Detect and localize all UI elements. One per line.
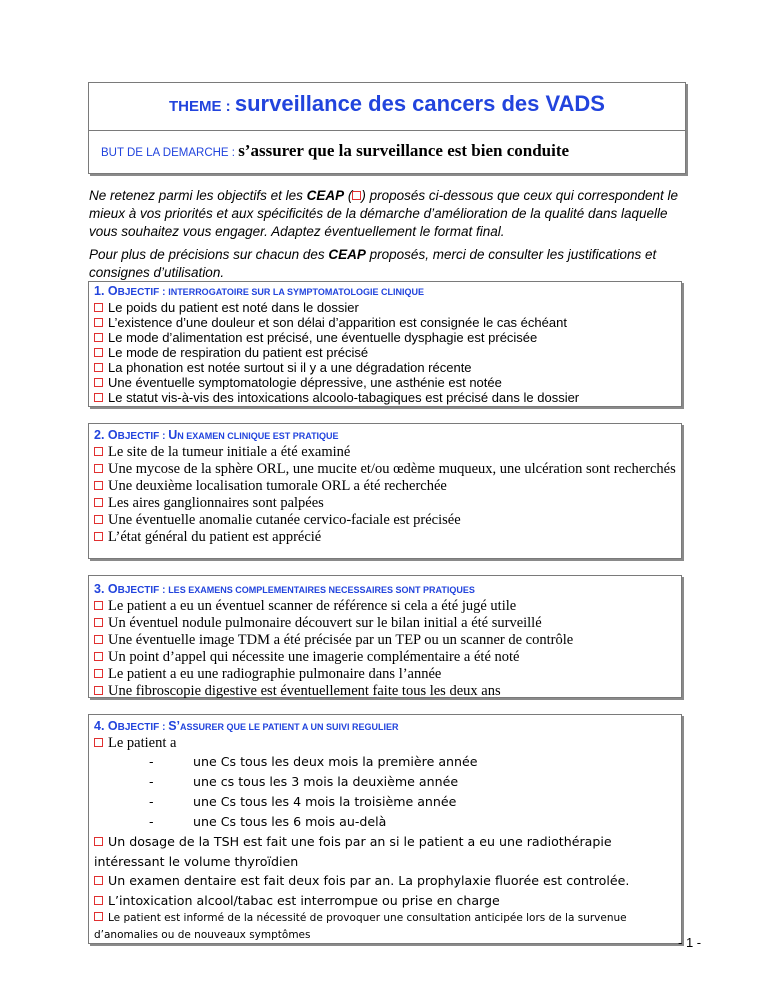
item-text: La phonation est notée surtout si il y a une dégradation récente (108, 360, 472, 375)
item-text: L’existence d’une douleur et son délai d’apparition est consignée le cas échéant (108, 315, 567, 330)
list-item (94, 649, 681, 666)
list-item (94, 683, 681, 700)
objective-title (94, 719, 681, 735)
objective-3-box (88, 575, 682, 698)
list-item (94, 891, 681, 911)
objective-subtitle-initial: S’ (168, 719, 180, 733)
list-item (94, 330, 681, 345)
item-text: Une fibroscopie digestive est éventuellement faite tous les deux ans (108, 683, 501, 699)
checkbox-icon[interactable] (94, 601, 103, 610)
item-text: Le patient est informé de la nécessité de provoquer une consultation anticipée lors de la survenue d’anomalies ou de nouveaux symptômes (94, 912, 627, 941)
checkbox-icon[interactable] (94, 498, 103, 507)
item-text: Le poids du patient est noté dans le dossier (108, 300, 359, 315)
checkbox-icon[interactable] (94, 348, 103, 357)
item-text: Une éventuelle anomalie cutanée cervico-faciale est précisée (108, 512, 461, 528)
objective-number: 1. O (94, 284, 118, 298)
checkbox-icon[interactable] (94, 876, 103, 885)
item-text: Le patient a eu un éventuel scanner de référence si cela a été jugé utile (108, 598, 517, 614)
item-text: Le site de la tumeur initiale a été examiné (108, 444, 351, 460)
page-number: - 1 - (678, 935, 702, 950)
checkbox-icon[interactable] (94, 912, 103, 921)
checkbox-icon[interactable] (94, 318, 103, 327)
intro-text: Pour plus de précisions sur chacun des (89, 247, 329, 262)
goal-row (101, 141, 569, 161)
checkbox-icon[interactable] (94, 464, 103, 473)
item-text: Le patient a eu une radiographie pulmonaire dans l’année (108, 666, 442, 682)
item-text: Une éventuelle image TDM a été précisée par un TEP ou un scanner de contrôle (108, 632, 574, 648)
checkbox-icon[interactable] (94, 481, 103, 490)
list-item (94, 832, 681, 871)
list-item (94, 315, 681, 330)
list-item (94, 871, 681, 891)
objective-subtitle-initial: U (168, 428, 178, 442)
intro-text: ) proposés ci-dessous que ceux qui correspondent le mieux à vos priorités et aux spécificités de la démarche d’amélioration de la qualité dans laquelle vous souhaitez vous engager. Adaptez éventuellement le format final. (89, 188, 679, 239)
objective-4-box (88, 714, 682, 944)
checkbox-icon[interactable] (94, 447, 103, 456)
schedule-row (94, 792, 681, 812)
checkbox-icon[interactable] (94, 363, 103, 372)
list-item (94, 632, 681, 649)
objective-label: BJECTIF : (117, 431, 169, 442)
item-text: Les aires ganglionnaires sont palpées (108, 495, 324, 511)
item-text: Une deuxième localisation tumorale ORL a été recherchée (108, 478, 447, 494)
goal-text: s’assurer que la surveillance est bien conduite (238, 141, 570, 160)
dash-bullet: - (149, 774, 154, 789)
objective-number: 3. O (94, 582, 118, 596)
intro-paragraph-2 (89, 246, 689, 282)
schedule-text: une Cs tous les 4 mois la troisième année (193, 794, 457, 809)
objective-title (94, 284, 681, 300)
objective-number: 4. O (94, 719, 118, 733)
checkbox-icon[interactable] (94, 635, 103, 644)
list-item (94, 910, 681, 944)
objective-subtitle: LES EXAMENS COMPLEMENTAIRES NECESSAIRES SONT PRATIQUES (168, 585, 475, 595)
ceap-bold: CEAP (328, 247, 366, 262)
item-text: Le statut vis-à-vis des intoxications alcoolo-tabagiques est précisé dans le dossier (108, 390, 580, 405)
checkbox-icon[interactable] (94, 333, 103, 342)
list-item (94, 529, 681, 546)
checkbox-icon[interactable] (94, 652, 103, 661)
list-item (94, 375, 681, 390)
objective-subtitle: INTERROGATOIRE SUR LA SYMPTOMATOLOGIE CLINIQUE (168, 287, 425, 297)
item-text: Une mycose de la sphère ORL, une mucite et/ou œdème muqueux, une ulcération sont recherchés (108, 461, 676, 477)
theme-title: surveillance des cancers des VADS (234, 91, 605, 116)
checkbox-icon[interactable] (94, 896, 103, 905)
list-item (94, 360, 681, 375)
list-item (94, 495, 681, 512)
header-divider (89, 130, 685, 131)
checkbox-icon[interactable] (94, 618, 103, 627)
ceap-bold: CEAP (306, 188, 345, 203)
intro-paragraph-1 (89, 187, 689, 241)
list-item (94, 666, 681, 683)
objective-number: 2. O (94, 428, 118, 442)
checkbox-icon[interactable] (94, 738, 103, 747)
objective-2-box (88, 423, 682, 559)
schedule-row (94, 772, 681, 792)
list-item (94, 735, 681, 752)
item-text: Une éventuelle symptomatologie dépressive, une asthénie est notée (108, 375, 502, 390)
objective-title (94, 582, 681, 598)
checkbox-icon[interactable] (94, 303, 103, 312)
dash-bullet: - (149, 794, 154, 809)
goal-label: BUT DE LA DEMARCHE : (101, 147, 239, 159)
list-item (94, 444, 681, 461)
list-item (94, 615, 681, 632)
objective-label: BJECTIF : (117, 585, 169, 596)
objective-subtitle: ASSURER QUE LE PATIENT A UN SUIVI REGULIER (180, 722, 399, 732)
list-item (94, 478, 681, 495)
objective-title (94, 428, 681, 444)
item-text: Le mode d’alimentation est précisé, une éventuelle dysphagie est précisée (108, 330, 538, 345)
intro-text: Ne retenez parmi les objectifs et les (89, 188, 307, 203)
dash-bullet: - (149, 814, 154, 829)
checkbox-icon[interactable] (94, 515, 103, 524)
objective-label: BJECTIF : (117, 722, 169, 733)
checkbox-icon[interactable] (94, 686, 103, 695)
checkbox-icon[interactable] (94, 393, 103, 402)
objective-1-box (88, 281, 682, 407)
dash-bullet: - (149, 754, 154, 769)
checkbox-icon[interactable] (94, 532, 103, 541)
checkbox-icon[interactable] (94, 378, 103, 387)
schedule-row (94, 812, 681, 832)
item-text: Le mode de respiration du patient est précisé (108, 345, 369, 360)
intro-text: ( (344, 188, 353, 203)
list-item (94, 461, 681, 478)
schedule-row (94, 752, 681, 772)
list-item (94, 390, 681, 405)
item-text: L’état général du patient est apprécié (108, 529, 322, 545)
schedule-text: une Cs tous les deux mois la première année (193, 754, 478, 769)
checkbox-icon[interactable] (94, 669, 103, 678)
schedule-text: une Cs tous les 6 mois au-delà (193, 814, 387, 829)
header-box (88, 82, 686, 174)
item-text: Un point d’appel qui nécessite une imagerie complémentaire a été noté (108, 649, 520, 665)
objective-subtitle: N EXAMEN CLINIQUE EST PRATIQUE (177, 431, 339, 441)
theme-label: THEME : (169, 98, 235, 115)
list-item (94, 345, 681, 360)
checkbox-icon[interactable] (94, 837, 103, 846)
item-text: Un éventuel nodule pulmonaire découvert sur le bilan initial a été surveillé (108, 615, 542, 631)
item-text: Un dosage de la TSH est fait une fois par an si le patient a eu une radiothérapie intéressant le volume thyroïdien (94, 834, 612, 869)
intro-text: proposés, merci de consulter les justifications et consignes d’utilisation. (89, 247, 657, 280)
list-item (94, 300, 681, 315)
item-text: Le patient a (108, 735, 177, 751)
theme-row (89, 91, 685, 129)
list-item (94, 598, 681, 615)
item-text: L’intoxication alcool/tabac est interrompue ou prise en charge (108, 892, 500, 908)
objective-label: BJECTIF : (117, 287, 169, 298)
schedule-text: une cs tous les 3 mois la deuxième année (193, 774, 459, 789)
list-item (94, 512, 681, 529)
item-text: Un examen dentaire est fait deux fois par an. La prophylaxie fluorée est controlée. (108, 873, 630, 888)
